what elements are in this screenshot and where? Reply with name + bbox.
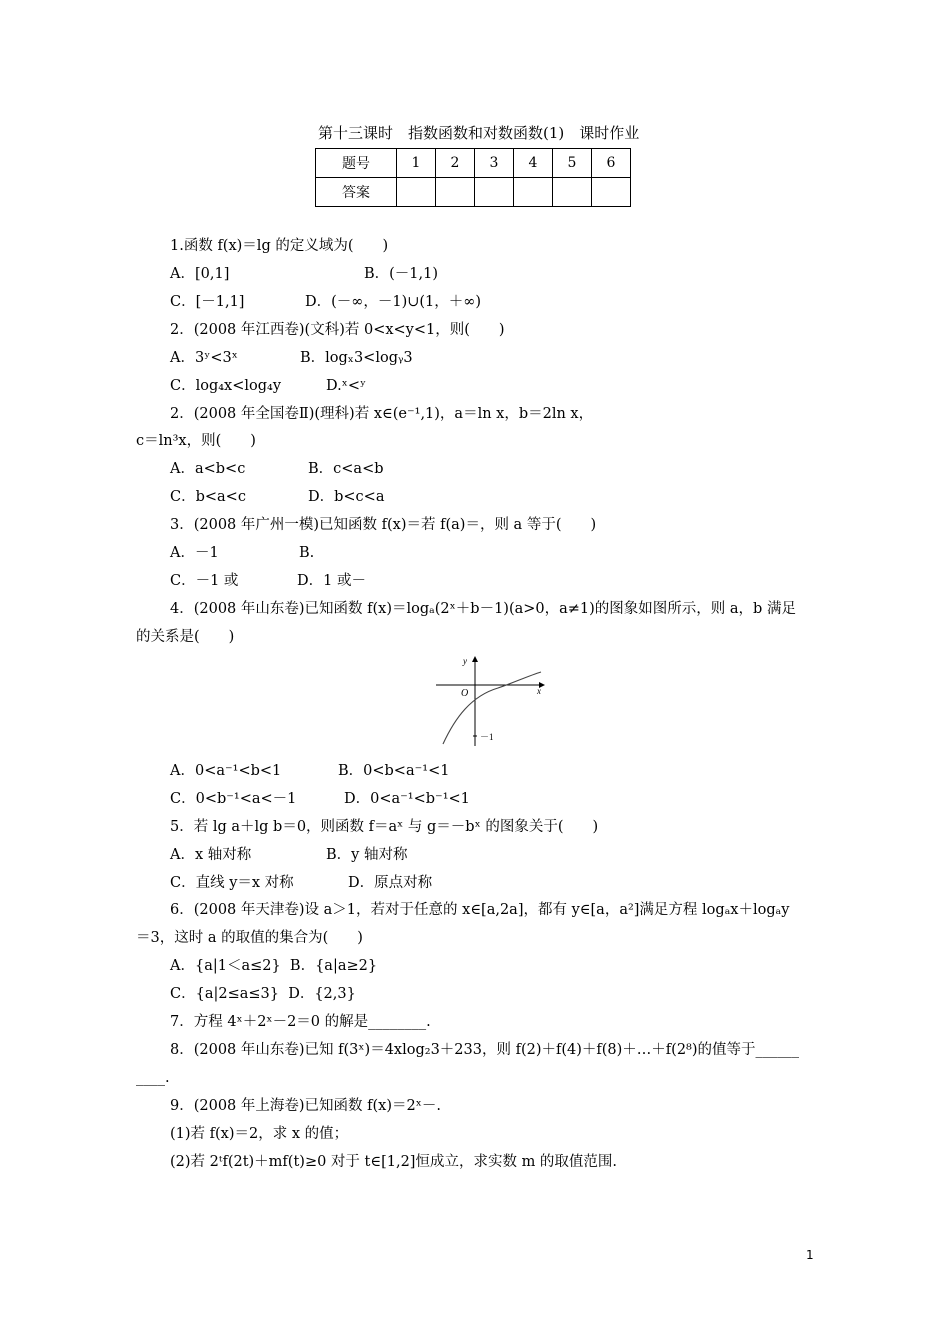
answer-table — [315, 148, 631, 207]
question-5-option-b: B．y 轴对称 — [326, 847, 408, 863]
question-number-cell: 3 — [475, 149, 514, 178]
question-2a-option-b: B．logₓ3<logᵧ3 — [300, 350, 413, 366]
question-3-option-d: D．1 或－ — [297, 573, 366, 589]
question-number-cell: 1 — [397, 149, 436, 178]
question-3-option-a: A．－1 — [170, 545, 219, 561]
question-6-stem: 6．(2008 年天津卷)设 a＞1，若对于任意的 x∈[a,2a]，都有 y∈[a，a²]满足方程 logₐx＋logₐy — [170, 902, 790, 918]
question-9-part-2: (2)若 2ᵗf(2t)＋mf(t)≥0 对于 t∈[1,2]恒成立，求实数 m 的取值范围. — [170, 1154, 618, 1170]
question-9-part-1: (1)若 f(x)＝2，求 x 的值； — [170, 1126, 349, 1142]
table-header-label: 题号 — [316, 149, 397, 178]
table-answer-label: 答案 — [316, 178, 397, 207]
question-4-stem: 4．(2008 年山东卷)已知函数 f(x)＝logₐ(2ˣ＋b－1)(a>0，a≠1)的图象如图所示，则 a，b 满足 — [170, 601, 796, 617]
question-4-option-a: A．0<a⁻¹<b<1 — [170, 763, 282, 779]
question-5-option-a: A．x 轴对称 — [170, 847, 252, 863]
table-row — [316, 149, 631, 178]
question-2a-option-c: C．log₄x<log₄y — [170, 378, 282, 394]
question-number-cell: 5 — [553, 149, 592, 178]
question-number-cell: 6 — [592, 149, 631, 178]
question-8-stem: 8．(2008 年山东卷)已知 f(3ˣ)＝4xlog₂3＋233，则 f(2)＋f(4)＋f(8)＋…＋f(2⁸)的值等于______ — [170, 1042, 800, 1058]
answer-cell[interactable] — [397, 178, 436, 207]
question-1-option-d: D．(－∞，－1)∪(1，＋∞) — [305, 294, 482, 310]
question-number-cell: 4 — [514, 149, 553, 178]
question-3-stem: 3．(2008 年广州一模)已知函数 f(x)＝若 f(a)＝，则 a 等于( ) — [170, 517, 597, 533]
origin-label: O — [461, 688, 469, 699]
question-9-stem: 9．(2008 年上海卷)已知函数 f(x)＝2ˣ－. — [170, 1098, 441, 1114]
question-number-cell: 2 — [436, 149, 475, 178]
question-3-option-c: C．－1 或 — [170, 573, 239, 589]
question-5-option-d: D．原点对称 — [348, 875, 433, 891]
question-2b-option-b: B．c<a<b — [308, 461, 384, 477]
question-4-option-d: D．0<a⁻¹<b⁻¹<1 — [344, 791, 470, 807]
question-2b-option-a: A．a<b<c — [170, 461, 246, 477]
question-3-option-b: B. — [299, 545, 315, 561]
question-5-option-c: C．直线 y＝x 对称 — [170, 875, 294, 891]
question-4-option-c: C．0<b⁻¹<a<－1 — [170, 791, 297, 807]
answer-cell[interactable] — [475, 178, 514, 207]
page-title: 第十三课时 指数函数和对数函数(1) 课时作业 — [318, 124, 640, 142]
question-7-stem: 7．方程 4ˣ＋2ˣ－2＝0 的解是________. — [170, 1014, 431, 1030]
answer-cell[interactable] — [436, 178, 475, 207]
question-2b-stem: 2．(2008 年全国卷Ⅱ)(理科)若 x∈(e⁻¹,1)，a＝ln x，b＝2ln x， — [170, 406, 594, 422]
question-4-option-b: B．0<b<a⁻¹<1 — [338, 763, 450, 779]
question-2b-option-c: C．b<a<c — [170, 489, 246, 505]
question-2b-stem-cont: c＝ln³x，则( ) — [136, 433, 256, 449]
question-6-options-cd: C．{a|2≤a≤3} D．{2,3} — [170, 986, 356, 1002]
answer-cell[interactable] — [592, 178, 631, 207]
page-number: 1 — [806, 1248, 814, 1262]
question-1-option-b: B．(－1,1) — [364, 266, 439, 282]
x-axis-label: x — [537, 686, 541, 696]
y-axis-label: y — [463, 656, 467, 666]
function-graph — [433, 652, 553, 748]
question-1-stem: 1.函数 f(x)＝lg 的定义域为( ) — [170, 238, 389, 254]
question-2b-option-d: D．b<c<a — [308, 489, 385, 505]
table-row — [316, 178, 631, 207]
question-4-stem-cont: 的关系是( ) — [136, 629, 235, 645]
tick-label: －1 — [480, 732, 494, 742]
answer-cell[interactable] — [553, 178, 592, 207]
question-2a-stem: 2．(2008 年江西卷)(文科)若 0<x<y<1，则( ) — [170, 322, 505, 338]
question-1-option-a: A．[0,1] — [170, 266, 230, 282]
question-6-options-ab: A．{a|1＜a≤2} B．{a|a≥2} — [170, 958, 378, 974]
question-1-option-c: C．[－1,1] — [170, 294, 245, 310]
question-2a-option-a: A．3ʸ<3ˣ — [170, 350, 238, 366]
y-axis-arrow — [472, 656, 478, 662]
question-5-stem: 5．若 lg a＋lg b＝0，则函数 f＝aˣ 与 g＝－bˣ 的图象关于( ) — [170, 819, 599, 835]
question-2a-option-d: D.ˣ<ʸ — [326, 378, 367, 394]
answer-cell[interactable] — [514, 178, 553, 207]
question-8-stem-cont: ____. — [136, 1070, 170, 1086]
question-6-stem-cont: ＝3，这时 a 的取值的集合为( ) — [136, 930, 363, 946]
